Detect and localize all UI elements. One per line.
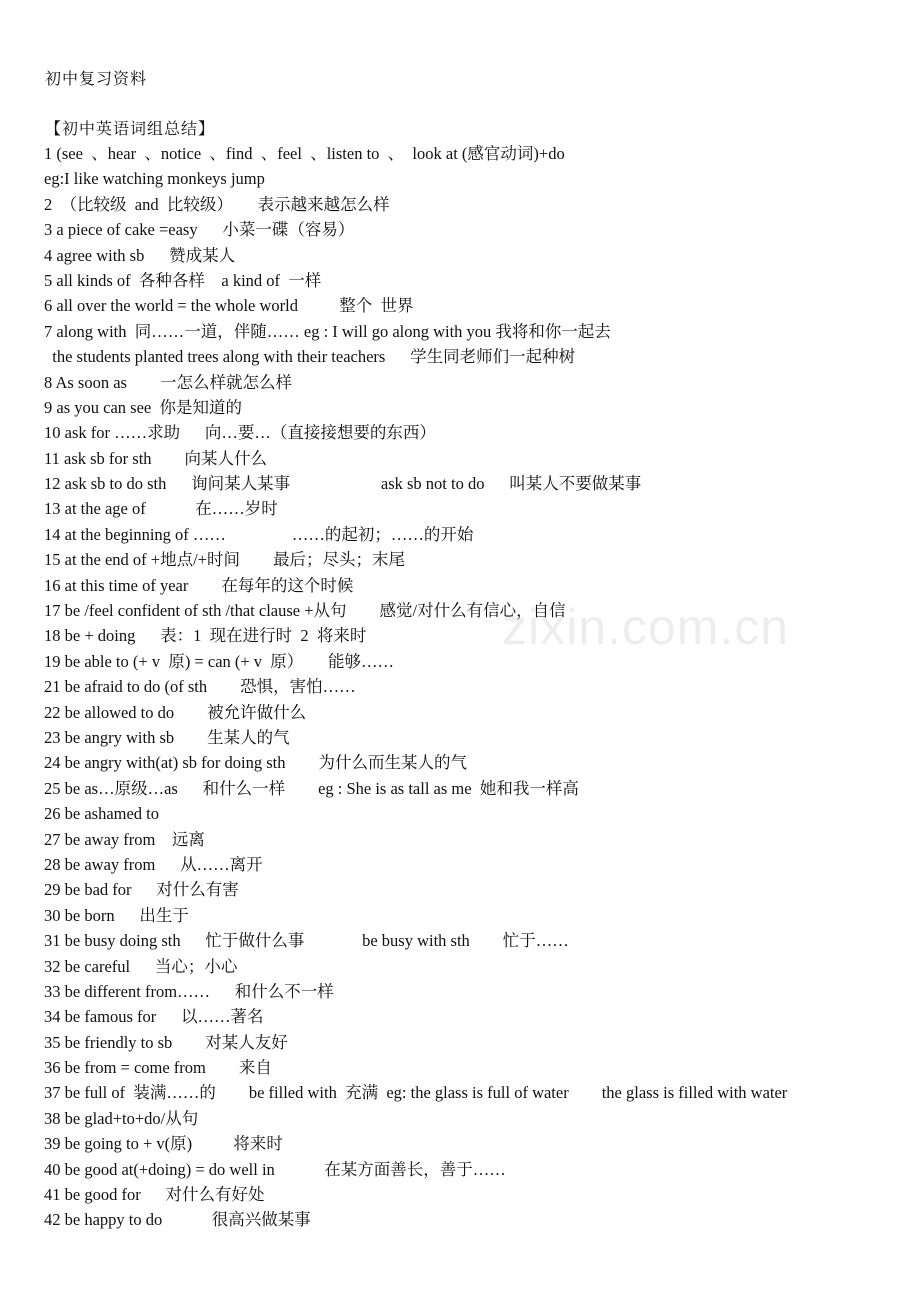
phrase-line: 16 at this time of year 在每年的这个时候 xyxy=(44,575,354,595)
phrase-line: 2 （比较级 and 比较级） 表示越来越怎么样 xyxy=(44,194,390,214)
phrase-line: 15 at the end of +地点/+时间 最后；尽头；末尾 xyxy=(44,550,405,570)
phrase-line: 39 be going to + v(原) 将来时 xyxy=(44,1134,283,1154)
phrase-line: 28 be away from 从……离开 xyxy=(44,854,263,874)
phrase-line: 9 as you can see 你是知道的 xyxy=(44,397,242,417)
phrase-line: 23 be angry with sb 生某人的气 xyxy=(44,727,290,747)
phrase-line: 35 be friendly to sb 对某人友好 xyxy=(44,1032,288,1052)
phrase-line: 10 ask for ……求助 向…要…（直接接想要的东西） xyxy=(44,423,436,443)
phrase-line: 18 be + doing 表：1 现在进行时 2 将来时 xyxy=(44,626,367,646)
phrase-line: 34 be famous for 以……著名 xyxy=(44,1007,264,1027)
phrase-line: 27 be away from 远离 xyxy=(44,829,205,849)
phrase-line: 19 be able to (+ v 原) = can (+ v 原） 能够…… xyxy=(44,651,395,671)
phrase-line: 13 at the age of 在……岁时 xyxy=(44,499,278,519)
phrase-line: 31 be busy doing sth 忙于做什么事 be busy with sth 忙于…… xyxy=(44,931,569,951)
phrase-line: 29 be bad for 对什么有害 xyxy=(44,880,239,900)
phrase-line: 8 As soon as 一怎么样就怎么样 xyxy=(44,372,292,392)
phrase-line: 5 all kinds of 各种各样 a kind of 一样 xyxy=(44,270,322,290)
phrase-line: 22 be allowed to do 被允许做什么 xyxy=(44,702,307,722)
phrase-line: 1 (see 、hear 、notice 、find 、feel 、listen to 、 look at (感官动词)+do xyxy=(44,144,565,163)
phrase-line: eg:I like watching monkeys jump xyxy=(44,169,265,189)
phrase-line: 42 be happy to do 很高兴做某事 xyxy=(44,1210,311,1230)
phrase-line: 33 be different from…… 和什么不一样 xyxy=(44,981,334,1001)
phrase-line: 17 be /feel confident of sth /that clause +从句 感觉/对什么有信心，自信 xyxy=(44,601,566,621)
phrase-line: 4 agree with sb 赞成某人 xyxy=(44,245,236,265)
phrase-line: 36 be from = come from 来自 xyxy=(44,1058,272,1078)
document-title: 初中复习资料 xyxy=(45,69,148,88)
phrase-line: 30 be born 出生于 xyxy=(44,905,189,925)
watermark: zixin.com.cn xyxy=(502,599,790,655)
phrase-line: 12 ask sb to do sth 询问某人某事 ask sb not to do 叫某人不要做某事 xyxy=(44,474,642,494)
phrase-line: 25 be as…原级…as 和什么一样 eg : She is as tall as me 她和我一样高 xyxy=(44,778,579,798)
section-heading: 【初中英语词组总结】 xyxy=(45,119,216,138)
phrase-list xyxy=(44,141,914,1233)
phrase-line: 32 be careful 当心；小心 xyxy=(44,956,238,976)
phrase-line: 37 be full of 装满……的 be filled with 充满 eg: the glass is full of water the glass is filled with water xyxy=(44,1083,788,1103)
phrase-line: 21 be afraid to do (of sth 恐惧，害怕…… xyxy=(44,677,356,697)
phrase-line: 41 be good for 对什么有好处 xyxy=(44,1185,265,1205)
phrase-line: 11 ask sb for sth 向某人什么 xyxy=(44,448,268,468)
phrase-line: 38 be glad+to+do/从句 xyxy=(44,1108,199,1128)
phrase-line: 14 at the beginning of …… ……的起初；……的开始 xyxy=(44,524,474,544)
phrase-line: the students planted trees along with their teachers 学生同老师们一起种树 xyxy=(44,347,576,367)
phrase-line: 6 all over the world = the whole world 整个 世界 xyxy=(44,296,414,316)
phrase-line: 3 a piece of cake =easy 小菜一碟（容易） xyxy=(44,220,355,240)
phrase-line: 26 be ashamed to xyxy=(44,804,160,824)
phrase-line: 24 be angry with(at) sb for doing sth 为什么而生某人的气 xyxy=(44,753,467,773)
phrase-line: 40 be good at(+doing) = do well in 在某方面善长，善于…… xyxy=(44,1159,506,1179)
phrase-line: 7 along with 同……一道，伴随…… eg : I will go along with you 我将和你一起去 xyxy=(44,321,611,341)
